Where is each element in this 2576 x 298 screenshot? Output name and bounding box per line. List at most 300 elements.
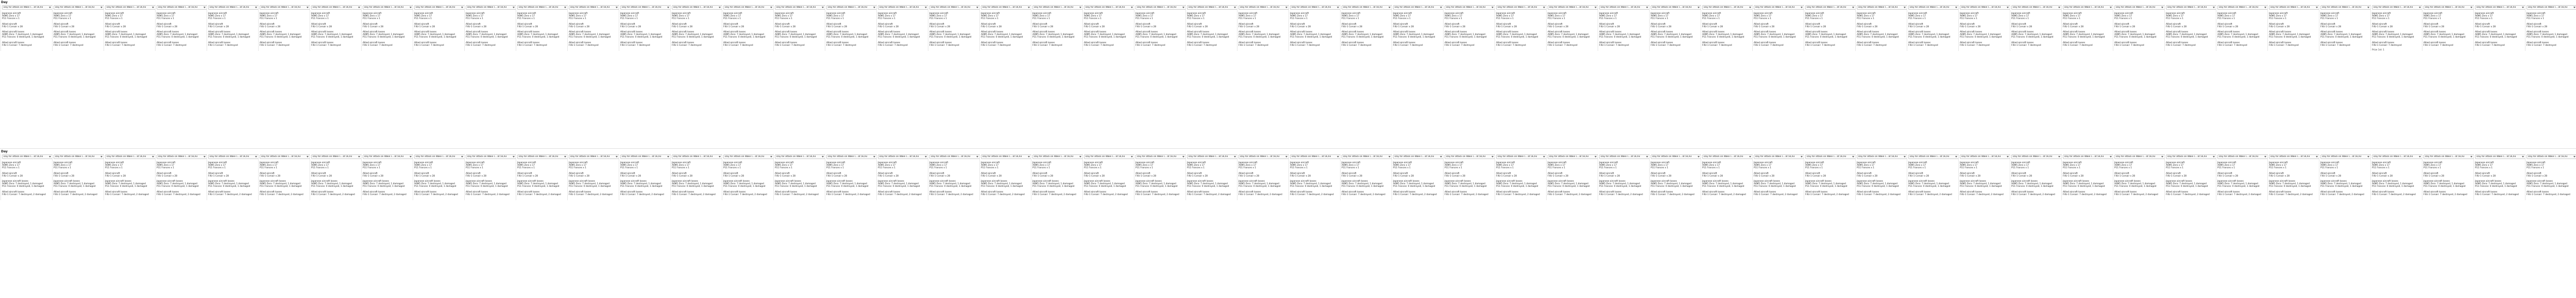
chevron-down-icon[interactable] — [1285, 7, 1287, 8]
report-header-dropdown[interactable] — [1393, 5, 1443, 10]
unit-block-title: Japanese aircraft losses — [2, 180, 28, 183]
unit-block-title: Japanese aircraft — [1805, 12, 1824, 15]
chevron-down-icon[interactable] — [1852, 7, 1854, 8]
report-header-dropdown[interactable] — [878, 5, 928, 10]
chevron-down-icon[interactable] — [49, 7, 51, 8]
chevron-down-icon[interactable] — [2316, 156, 2318, 157]
report-header-dropdown[interactable] — [157, 154, 207, 159]
chevron-down-icon[interactable] — [1698, 156, 1700, 157]
unit-block-title: Japanese aircraft losses — [208, 180, 234, 183]
unit-block — [569, 42, 619, 47]
unit-line: P11 Frances x 1 — [157, 17, 174, 21]
chevron-down-icon[interactable] — [2058, 156, 2060, 157]
report-cell — [1237, 5, 1289, 51]
unit-line: P11 Frances: 0 destroyed, 1 damaged — [1805, 185, 1848, 188]
report-header-dropdown[interactable] — [2527, 5, 2576, 10]
chevron-down-icon[interactable] — [461, 156, 463, 157]
chevron-down-icon[interactable] — [1955, 7, 1957, 8]
unit-line: P11 Frances x 1 — [1136, 17, 1153, 21]
chevron-down-icon[interactable] — [1646, 156, 1648, 157]
report-header-dropdown[interactable] — [208, 154, 258, 159]
chevron-down-icon[interactable] — [2573, 7, 2575, 8]
chevron-down-icon[interactable] — [1543, 7, 1545, 8]
unit-block — [2217, 42, 2267, 47]
unit-line: A6M5 Zero: 7 destroyed, 1 damaged — [1136, 33, 1176, 37]
report-header-dropdown[interactable] — [311, 5, 361, 10]
chevron-down-icon[interactable] — [513, 7, 515, 8]
report-header-dropdown[interactable] — [2475, 5, 2525, 10]
report-header-dropdown[interactable] — [2063, 5, 2113, 10]
chevron-down-icon[interactable] — [1698, 7, 1700, 8]
unit-block-title: Japanese aircraft — [1084, 12, 1103, 15]
chevron-down-icon[interactable] — [307, 156, 309, 157]
unit-block-title: Allied aircraft — [826, 172, 841, 175]
chevron-down-icon[interactable] — [1492, 7, 1494, 8]
unit-line: F4U-1 Corsair: 7 destroyed — [2011, 44, 2041, 47]
report-header-dropdown[interactable] — [2372, 154, 2422, 159]
report-header-dropdown[interactable] — [1239, 154, 1289, 159]
unit-block — [1599, 31, 1649, 39]
chevron-down-icon[interactable] — [770, 7, 772, 8]
chevron-down-icon[interactable] — [1388, 156, 1391, 157]
chevron-down-icon[interactable] — [822, 7, 824, 8]
chevron-down-icon[interactable] — [2007, 7, 2009, 8]
unit-block-title: Japanese aircraft losses — [1032, 180, 1059, 183]
report-header-dropdown[interactable] — [981, 5, 1031, 10]
report-header-dropdown[interactable] — [2424, 5, 2473, 10]
unit-block-title: Japanese aircraft losses — [414, 180, 440, 183]
unit-line: P11 Frances: 0 destroyed, 1 damaged — [2320, 185, 2363, 188]
report-header-dropdown[interactable] — [363, 154, 413, 159]
chevron-down-icon[interactable] — [204, 7, 206, 8]
unit-block-title: Allied aircraft losses — [2217, 190, 2240, 194]
unit-line: A6M5 Zero: 7 destroyed, 1 damaged — [2475, 183, 2516, 186]
unit-line: P11 Frances x 1 — [1290, 17, 1308, 21]
report-header-dropdown[interactable] — [1960, 154, 2010, 159]
report-header-dropdown[interactable] — [517, 5, 567, 10]
chevron-down-icon[interactable] — [1595, 7, 1597, 8]
report-cell — [1958, 154, 2010, 200]
unit-block-title: Allied aircraft losses — [1651, 190, 1673, 194]
chevron-down-icon[interactable] — [1234, 156, 1236, 157]
report-header-label: Day for attack on Wake I... at 56,93 — [725, 155, 765, 158]
report-header-dropdown[interactable] — [1857, 154, 1907, 159]
unit-block-title: Allied aircraft losses — [981, 31, 1004, 34]
report-header-dropdown[interactable] — [1548, 5, 1598, 10]
unit-line: F4U-1 Corsair: 7 destroyed — [1187, 44, 1217, 47]
chevron-down-icon[interactable] — [1440, 156, 1442, 157]
chevron-down-icon[interactable] — [2264, 7, 2266, 8]
unit-block-title: Allied aircraft losses — [1548, 190, 1570, 194]
unit-line: F4U-1 Corsair: 7 destroyed, 2 damaged — [2269, 193, 2313, 196]
report-header-dropdown[interactable] — [1032, 5, 1082, 10]
chevron-down-icon[interactable] — [2522, 7, 2524, 8]
unit-block-title: Allied aircraft losses — [1908, 190, 1931, 194]
unit-block — [723, 31, 773, 39]
report-header-dropdown[interactable] — [105, 5, 155, 10]
report-header-dropdown[interactable] — [2217, 5, 2267, 10]
unit-block — [2114, 42, 2164, 47]
report-header-dropdown[interactable] — [723, 5, 773, 10]
report-header-dropdown[interactable] — [775, 5, 825, 10]
report-header-dropdown[interactable] — [1290, 154, 1340, 159]
unit-line: F4U-1 Corsair: 7 destroyed — [260, 44, 290, 47]
chevron-down-icon[interactable] — [1595, 156, 1597, 157]
chevron-down-icon[interactable] — [2058, 7, 2060, 8]
unit-block — [1032, 180, 1082, 188]
chevron-down-icon[interactable] — [719, 7, 721, 8]
report-header-dropdown[interactable] — [2372, 5, 2422, 10]
report-cell — [104, 5, 155, 51]
unit-line: F4U-1 Corsair x 28 — [2269, 174, 2290, 178]
report-header-dropdown[interactable] — [1136, 5, 1185, 10]
report-header-dropdown[interactable] — [1805, 5, 1855, 10]
unit-block — [1754, 162, 1804, 170]
unit-block — [2063, 12, 2113, 21]
chevron-down-icon[interactable] — [1749, 156, 1751, 157]
chevron-down-icon[interactable] — [1749, 7, 1751, 8]
chevron-down-icon[interactable] — [1285, 156, 1287, 157]
chevron-down-icon[interactable] — [564, 7, 566, 8]
chevron-down-icon[interactable] — [976, 156, 978, 157]
report-header-dropdown[interactable] — [54, 5, 104, 10]
report-cell — [928, 5, 979, 51]
unit-line: F4U-1 Corsair x 28 — [1960, 25, 1980, 28]
unit-block — [569, 191, 619, 196]
report-header-dropdown[interactable] — [1908, 154, 1958, 159]
unit-block — [517, 191, 567, 196]
chevron-down-icon[interactable] — [1079, 7, 1081, 8]
chevron-down-icon[interactable] — [307, 7, 309, 8]
unit-line: A6M5 Zero x 17 — [2011, 164, 2029, 167]
report-header-dropdown[interactable] — [1393, 154, 1443, 159]
report-header-dropdown[interactable] — [466, 154, 516, 159]
report-header-dropdown[interactable] — [1239, 5, 1289, 10]
report-header-dropdown[interactable] — [826, 5, 876, 10]
report-header-dropdown[interactable] — [1084, 5, 1134, 10]
report-header-dropdown[interactable] — [723, 154, 773, 159]
chevron-down-icon[interactable] — [2470, 7, 2472, 8]
report-header-dropdown[interactable] — [1084, 154, 1134, 159]
chevron-down-icon[interactable] — [204, 156, 206, 157]
chevron-down-icon[interactable] — [513, 156, 515, 157]
report-header-dropdown[interactable] — [1032, 154, 1082, 159]
chevron-down-icon[interactable] — [667, 7, 669, 8]
report-header-dropdown[interactable] — [2166, 154, 2216, 159]
chevron-down-icon[interactable] — [719, 156, 721, 157]
report-header-dropdown[interactable] — [2114, 154, 2164, 159]
report-header-dropdown[interactable] — [2, 154, 52, 159]
chevron-down-icon[interactable] — [925, 156, 927, 157]
unit-line: F4U-1 Corsair: 7 destroyed, 2 damaged — [569, 193, 613, 196]
chevron-down-icon[interactable] — [1801, 156, 1803, 157]
report-header-dropdown[interactable] — [672, 154, 722, 159]
report-header-dropdown[interactable] — [620, 5, 670, 10]
unit-line: F4U-1 Corsair x 28 — [2527, 174, 2547, 178]
chevron-down-icon[interactable] — [255, 7, 257, 8]
unit-block-title: Allied aircraft — [363, 172, 378, 175]
report-header-dropdown[interactable] — [1290, 5, 1340, 10]
report-header-dropdown[interactable] — [1651, 154, 1701, 159]
report-header-dropdown[interactable] — [1187, 154, 1237, 159]
report-header-dropdown[interactable] — [929, 5, 979, 10]
report-header-dropdown[interactable] — [1908, 5, 1958, 10]
report-header-dropdown[interactable] — [826, 154, 876, 159]
unit-line: A6M5 Zero x 17 — [1445, 15, 1463, 18]
chevron-down-icon[interactable] — [2213, 156, 2215, 157]
unit-line: P11 Frances: 0 destroyed, 1 damaged — [672, 185, 714, 188]
report-header-dropdown[interactable] — [1445, 5, 1495, 10]
chevron-down-icon[interactable] — [976, 7, 978, 8]
chevron-down-icon[interactable] — [2419, 7, 2421, 8]
unit-block-title: Allied aircraft — [2424, 172, 2438, 175]
chevron-down-icon[interactable] — [1131, 156, 1133, 157]
report-header-dropdown[interactable] — [1496, 5, 1546, 10]
chevron-down-icon[interactable] — [152, 7, 154, 8]
chevron-down-icon[interactable] — [2110, 7, 2112, 8]
chevron-down-icon[interactable] — [1955, 156, 1957, 157]
report-header-dropdown[interactable] — [2320, 154, 2370, 159]
unit-line: A6M5 Zero x 17 — [1754, 164, 1772, 167]
chevron-down-icon[interactable] — [2110, 156, 2112, 157]
chevron-down-icon[interactable] — [2367, 156, 2369, 157]
chevron-down-icon[interactable] — [410, 156, 412, 157]
report-header-dropdown[interactable] — [2269, 154, 2319, 159]
report-header-dropdown[interactable] — [311, 154, 361, 159]
chevron-down-icon[interactable] — [1182, 156, 1184, 157]
chevron-down-icon[interactable] — [2522, 156, 2524, 157]
unit-block — [878, 42, 928, 47]
unit-block-title: Allied aircraft losses — [311, 31, 334, 34]
report-header-dropdown[interactable] — [2475, 154, 2525, 159]
report-header-dropdown[interactable] — [672, 5, 722, 10]
report-cell — [1289, 5, 1340, 51]
report-header-label: Day for attack on Wake I... at 56,93 — [2064, 6, 2104, 9]
report-header-dropdown[interactable] — [569, 154, 619, 159]
chevron-down-icon[interactable] — [1182, 7, 1184, 8]
report-header-dropdown[interactable] — [54, 154, 104, 159]
chevron-down-icon[interactable] — [49, 156, 51, 157]
chevron-down-icon[interactable] — [873, 156, 875, 157]
report-header-dropdown[interactable] — [363, 5, 413, 10]
unit-line: F4U-1 Corsair x 28 — [2114, 25, 2135, 28]
report-header-dropdown[interactable] — [929, 154, 979, 159]
unit-block-title: Allied aircraft — [2217, 23, 2232, 26]
report-header-dropdown[interactable] — [2011, 154, 2061, 159]
chevron-down-icon[interactable] — [1852, 156, 1854, 157]
unit-line: P11 Frances x 1 — [1960, 17, 1977, 21]
unit-block — [1187, 162, 1237, 170]
chevron-down-icon[interactable] — [1543, 156, 1545, 157]
report-header-dropdown[interactable] — [2, 5, 52, 10]
report-header-dropdown[interactable] — [1960, 5, 2010, 10]
report-header-dropdown[interactable] — [1857, 5, 1907, 10]
unit-block — [2114, 180, 2164, 188]
report-header-dropdown[interactable] — [2527, 154, 2576, 159]
chevron-down-icon[interactable] — [1337, 156, 1339, 157]
report-header-dropdown[interactable] — [517, 154, 567, 159]
chevron-down-icon[interactable] — [616, 156, 618, 157]
report-header-dropdown[interactable] — [2269, 5, 2319, 10]
chevron-down-icon[interactable] — [1440, 7, 1442, 8]
chevron-down-icon[interactable] — [667, 156, 669, 157]
unit-block — [826, 162, 876, 170]
report-header-dropdown[interactable] — [1754, 5, 1804, 10]
report-header-dropdown[interactable] — [1702, 5, 1752, 10]
unit-line: P11 Frances x 1 — [2527, 17, 2544, 21]
unit-line: P11 Frances x 1 — [2217, 17, 2235, 21]
unit-line: P11 Frances x 1 — [1032, 167, 1050, 170]
report-header-dropdown[interactable] — [2166, 5, 2216, 10]
unit-block — [1960, 31, 2010, 39]
report-header-dropdown[interactable] — [1599, 154, 1649, 159]
chevron-down-icon[interactable] — [100, 7, 103, 8]
chevron-down-icon[interactable] — [2316, 7, 2318, 8]
chevron-down-icon[interactable] — [1028, 7, 1030, 8]
chevron-down-icon[interactable] — [1234, 7, 1236, 8]
chevron-down-icon[interactable] — [1646, 7, 1648, 8]
unit-line: F4U-1 Corsair x 28 — [54, 25, 74, 28]
report-header-dropdown[interactable] — [569, 5, 619, 10]
chevron-down-icon[interactable] — [255, 156, 257, 157]
unit-line: A6M5 Zero x 17 — [2475, 164, 2493, 167]
report-header-dropdown[interactable] — [1187, 5, 1237, 10]
report-header-dropdown[interactable] — [2320, 5, 2370, 10]
report-cell — [1082, 5, 1134, 51]
report-header-dropdown[interactable] — [878, 154, 928, 159]
unit-block-title: Allied aircraft — [260, 172, 275, 175]
unit-block — [2011, 23, 2061, 28]
chevron-down-icon[interactable] — [564, 156, 566, 157]
report-header-dropdown[interactable] — [2063, 154, 2113, 159]
chevron-down-icon[interactable] — [2007, 156, 2009, 157]
unit-block — [208, 172, 258, 178]
report-header-dropdown[interactable] — [981, 154, 1031, 159]
chevron-down-icon[interactable] — [1904, 156, 1906, 157]
chevron-down-icon[interactable] — [461, 7, 463, 8]
unit-block-title: Allied aircraft losses — [1290, 31, 1313, 34]
report-header-dropdown[interactable] — [2011, 5, 2061, 10]
report-header-dropdown[interactable] — [1342, 154, 1392, 159]
unit-block — [723, 162, 773, 170]
unit-block-title: Japanese aircraft — [1857, 162, 1876, 164]
chevron-down-icon[interactable] — [616, 7, 618, 8]
unit-line: F4U-1 Corsair x 28 — [775, 25, 795, 28]
report-header-dropdown[interactable] — [1445, 154, 1495, 159]
report-header-dropdown[interactable] — [1548, 154, 1598, 159]
chevron-down-icon[interactable] — [1028, 156, 1030, 157]
report-header-dropdown[interactable] — [2114, 5, 2164, 10]
unit-line: A6M5 Zero: 7 destroyed, 1 damaged — [1548, 33, 1588, 37]
chevron-down-icon[interactable] — [2419, 156, 2421, 157]
chevron-down-icon[interactable] — [358, 7, 360, 8]
report-header-label: Day for attack on Wake I... at 56,93 — [55, 6, 95, 9]
unit-block-title: Allied aircraft losses — [2269, 31, 2292, 34]
unit-line: F4U-1 Corsair: 7 destroyed — [672, 44, 702, 47]
chevron-down-icon[interactable] — [2161, 156, 2163, 157]
unit-block — [1702, 12, 1752, 21]
chevron-down-icon[interactable] — [2161, 7, 2163, 8]
chevron-down-icon[interactable] — [1801, 7, 1803, 8]
unit-block — [54, 180, 104, 188]
chevron-down-icon[interactable] — [1079, 156, 1081, 157]
report-header-dropdown[interactable] — [414, 5, 464, 10]
unit-line: A6M5 Zero: 7 destroyed, 1 damaged — [2011, 183, 2052, 186]
chevron-down-icon[interactable] — [770, 156, 772, 157]
unit-block-title: Allied aircraft losses — [569, 31, 591, 34]
report-header-dropdown[interactable] — [1136, 154, 1185, 159]
report-header-dropdown[interactable] — [1754, 154, 1804, 159]
report-header-dropdown[interactable] — [466, 5, 516, 10]
chevron-down-icon[interactable] — [2470, 156, 2472, 157]
report-header-dropdown[interactable] — [620, 154, 670, 159]
report-header-dropdown[interactable] — [1805, 154, 1855, 159]
chevron-down-icon[interactable] — [1492, 156, 1494, 157]
chevron-down-icon[interactable] — [410, 7, 412, 8]
report-header-dropdown[interactable] — [1651, 5, 1701, 10]
unit-block-title: Japanese aircraft losses — [2320, 180, 2347, 183]
chevron-down-icon[interactable] — [152, 156, 154, 157]
unit-block — [2063, 180, 2113, 188]
chevron-down-icon[interactable] — [100, 156, 103, 157]
report-header-dropdown[interactable] — [2217, 154, 2267, 159]
report-header-dropdown[interactable] — [260, 5, 310, 10]
unit-block-title: Allied aircraft — [1084, 23, 1099, 26]
unit-block — [208, 23, 258, 28]
report-cell — [1495, 154, 1546, 200]
chevron-down-icon[interactable] — [1388, 7, 1391, 8]
report-header-label: Day for attack on Wake I... at 56,93 — [467, 155, 507, 158]
chevron-down-icon[interactable] — [1131, 7, 1133, 8]
unit-line: P11 Frances x 1 — [1290, 167, 1308, 170]
unit-line: A6M5 Zero: 7 destroyed, 1 damaged — [1342, 33, 1382, 37]
chevron-down-icon[interactable] — [1337, 7, 1339, 8]
unit-block — [517, 23, 567, 28]
unit-block — [1084, 180, 1134, 188]
report-header-dropdown[interactable] — [2424, 154, 2473, 159]
chevron-down-icon[interactable] — [822, 156, 824, 157]
chevron-down-icon[interactable] — [358, 156, 360, 157]
report-header-dropdown[interactable] — [775, 154, 825, 159]
chevron-down-icon[interactable] — [925, 7, 927, 8]
report-header-dropdown[interactable] — [208, 5, 258, 10]
report-header-dropdown[interactable] — [1702, 154, 1752, 159]
chevron-down-icon[interactable] — [2213, 7, 2215, 8]
report-header-dropdown[interactable] — [1599, 5, 1649, 10]
chevron-down-icon[interactable] — [2367, 7, 2369, 8]
report-cell — [773, 5, 825, 51]
chevron-down-icon[interactable] — [1904, 7, 1906, 8]
unit-line: A6M5 Zero: 7 destroyed, 1 damaged — [2217, 33, 2258, 37]
report-header-dropdown[interactable] — [260, 154, 310, 159]
report-header-dropdown[interactable] — [1496, 154, 1546, 159]
unit-block — [105, 42, 155, 47]
report-cell — [258, 154, 310, 200]
unit-block — [1136, 180, 1185, 188]
unit-line: P11 Frances: 0 destroyed, 1 damaged — [2320, 36, 2363, 39]
report-header-dropdown[interactable] — [105, 154, 155, 159]
report-header-dropdown[interactable] — [1342, 5, 1392, 10]
unit-block-title: Allied aircraft losses — [1496, 41, 1519, 44]
unit-block-title: Allied aircraft losses — [878, 190, 901, 194]
unit-block — [1805, 191, 1855, 196]
chevron-down-icon[interactable] — [873, 7, 875, 8]
chevron-down-icon[interactable] — [2264, 156, 2266, 157]
chevron-down-icon[interactable] — [2573, 156, 2575, 157]
unit-block — [569, 31, 619, 39]
report-header-dropdown[interactable] — [157, 5, 207, 10]
report-header-dropdown[interactable] — [414, 154, 464, 159]
